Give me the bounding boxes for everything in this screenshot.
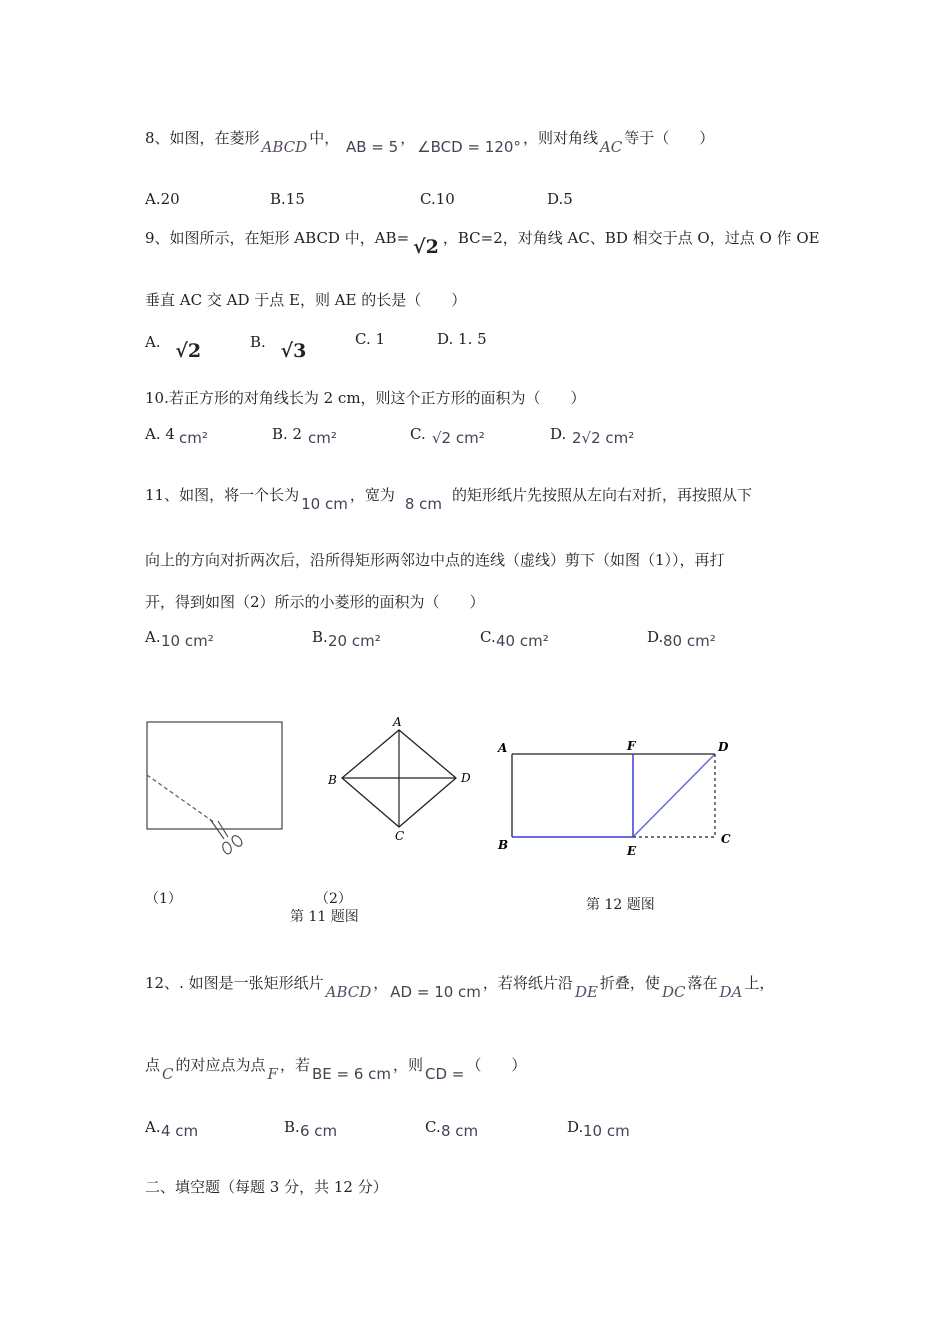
- label-c: C: [721, 832, 731, 846]
- q10-option-c: C. √2 cm²: [410, 425, 485, 447]
- caption-fig-1: （1）: [145, 891, 182, 907]
- cut-dashed-line: [147, 775, 215, 823]
- q12-option-c: C. 8 cm: [425, 1118, 479, 1140]
- q9-stem-line2: 垂直 AC 交 AD 于点 E，则 AE 的长是（ ）: [145, 291, 467, 309]
- fold-line-de: [633, 754, 715, 837]
- q11-stem-line1: 11、如图，将一个长为 10 cm ，宽为 8 cm 的矩形纸片先按照从左向右对折，再按照从下: [145, 486, 753, 513]
- figure-11-1-folded-rectangle: [140, 715, 290, 865]
- caption-fig-2: （2）: [315, 891, 352, 907]
- q9-option-b: B. √3: [250, 333, 307, 362]
- label-d: D: [718, 740, 729, 754]
- q8-stem: 8、如图，在菱形 ABCD 中， AB = 5 ， ∠BCD = 120° ，则对角线 AC 等于（ ）: [145, 129, 715, 156]
- q11-option-b: B. 20 cm²: [312, 628, 381, 650]
- folded-paper-rect: [147, 722, 282, 829]
- label-a: A: [498, 741, 508, 755]
- q11-stem-line2: 向上的方向对折两次后，沿所得矩形两邻边中点的连线（虚线）剪下（如图（1）），再打: [145, 551, 725, 569]
- q11-option-a: A. 10 cm²: [145, 628, 214, 650]
- math-8cm: 8 cm: [404, 495, 442, 513]
- q11-option-d: D. 80 cm²: [647, 628, 716, 650]
- q8-option-c: C.10: [420, 190, 455, 208]
- q11-option-c: C. 40 cm²: [480, 628, 549, 650]
- q12-stem-line1: 12、. 如图是一张矩形纸片 ABCD ， AD = 10 cm ，若将纸片沿 DE 折叠，使 DC 落在 DA 上，: [145, 974, 775, 1001]
- label-c: C: [395, 829, 405, 843]
- label-b: B: [328, 773, 337, 787]
- q10-option-a: A. 4 cm²: [145, 425, 208, 447]
- q9-stem-line1: 9、如图所示，在矩形 ABCD 中，AB= √2 ，BC=2，对角线 AC、BD 相交于点 O，过点 O 作 OE: [145, 229, 820, 258]
- section-2-heading: 二、填空题（每题 3 分，共 12 分）: [145, 1178, 388, 1196]
- label-e: E: [627, 844, 637, 858]
- q12-stem-line2: 点 C 的对应点为点 F ，若 BE = 6 cm ，则 CD = （ ）: [145, 1056, 527, 1083]
- math-abcd: ABCD: [261, 138, 308, 156]
- label-f: F: [627, 739, 636, 753]
- label-d: D: [461, 771, 471, 785]
- q12-option-b: B. 6 cm: [284, 1118, 338, 1140]
- math-angle-bcd: ∠BCD = 120°: [417, 138, 521, 156]
- caption-fig-11: 第 11 题图: [290, 909, 359, 925]
- q8-option-b: B.15: [270, 190, 305, 208]
- q10-stem: 10.若正方形的对角线长为 2 cm，则这个正方形的面积为（ ）: [145, 389, 586, 407]
- caption-fig-12: 第 12 题图: [586, 897, 655, 913]
- q8-option-a: A.20: [145, 190, 180, 208]
- math-10cm: 10 cm: [301, 495, 348, 513]
- q11-stem-line3: 开，得到如图（2）所示的小菱形的面积为（ ）: [145, 593, 485, 611]
- q9-option-c: C. 1: [355, 330, 386, 348]
- q10-option-d: D. 2√2 cm²: [550, 425, 635, 447]
- scissors-icon: [210, 819, 244, 855]
- q8-option-d: D.5: [547, 190, 573, 208]
- q9-option-d: D. 1. 5: [437, 330, 487, 348]
- label-a: A: [393, 715, 402, 729]
- q12-option-a: A. 4 cm: [145, 1118, 199, 1140]
- q9-option-a: A. √2: [145, 333, 202, 362]
- q10-option-b: B. 2 cm²: [272, 425, 337, 447]
- label-b: B: [498, 838, 509, 852]
- q12-option-d: D. 10 cm: [567, 1118, 630, 1140]
- math-ac: AC: [599, 138, 623, 156]
- sqrt-2: √2: [413, 236, 439, 258]
- figure-12-rectangle-fold: [490, 735, 745, 865]
- figure-11-2-rhombus: [320, 712, 480, 852]
- math-ab-eq: AB = 5: [345, 138, 399, 156]
